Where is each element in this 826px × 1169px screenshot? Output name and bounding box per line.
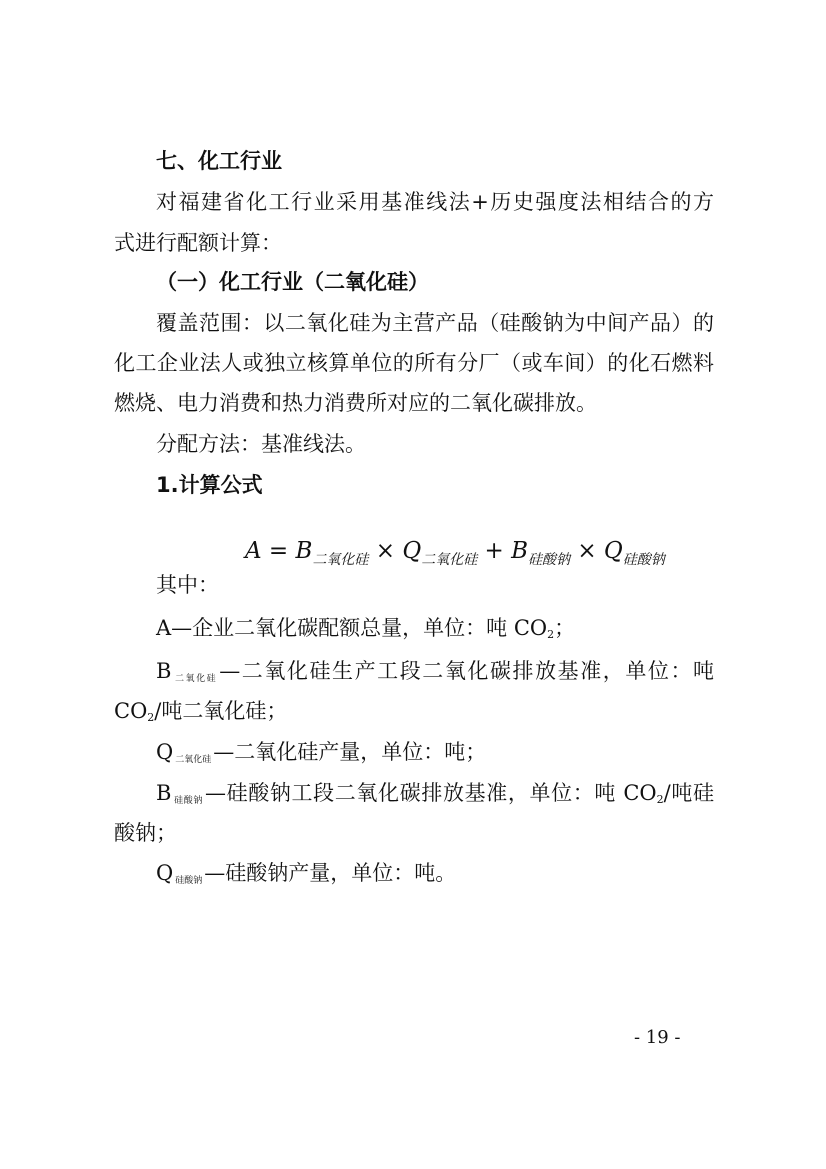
- definition-a-text: A—企业二氧化碳配额总量，单位：吨 CO: [156, 616, 548, 640]
- definition-q-sio2: [156, 738, 714, 771]
- definition-b-sio2-unit: /吨二氧化硅；: [154, 699, 288, 723]
- definition-q-na-sub: 硅酸钠: [175, 876, 203, 886]
- coverage-line-2: 化工企业法人或独立核算单位的所有分厂（或车间）的化石燃料: [114, 351, 714, 375]
- coverage-line-1: 覆盖范围：以二氧化硅为主营产品（硅酸钠为中间产品）的: [156, 311, 714, 335]
- formula-heading: 1.计算公式: [156, 473, 263, 497]
- definition-b-sio2-line-2: [114, 697, 714, 729]
- formula-times-2: ×: [570, 538, 604, 564]
- where-label: 其中：: [156, 573, 219, 597]
- formula-q-na: Q: [603, 538, 623, 564]
- definition-b-sio2-letter: B: [156, 659, 172, 683]
- subsection-title: （一）化工行业（二氧化硅）: [156, 270, 429, 294]
- definition-b-na-sub: 硅酸钠: [173, 796, 203, 806]
- definition-q-na: [156, 859, 714, 892]
- definition-b-sio2: [156, 657, 714, 690]
- intro-line-2: 式进行配额计算：: [114, 231, 282, 255]
- formula-sub-sio2-q: 二氧化硅: [421, 552, 478, 568]
- definition-q-na-letter: Q: [156, 861, 174, 885]
- definition-b-na-letter: B: [156, 781, 172, 805]
- definition-q-sio2-text: —二氧化硅产量，单位：吨；: [213, 740, 487, 764]
- formula-times-1: ×: [368, 538, 403, 564]
- formula-sub-na: 硅酸钠: [528, 552, 571, 568]
- formula-q-sio2: Q: [402, 538, 422, 564]
- formula-plus: +: [477, 538, 512, 564]
- intro-line-1: 对福建省化工行业采用基准线法+历史强度法相结合的方: [156, 190, 714, 214]
- formula-sub-sio2: 二氧化硅: [312, 552, 369, 568]
- section-title: 七、化工行业: [156, 149, 282, 173]
- page-number: - 19 -: [634, 1027, 681, 1048]
- definition-a: [156, 614, 714, 646]
- definition-q-na-text: —硅酸钠产量，单位：吨。: [204, 861, 457, 885]
- co2-subscript: 2: [547, 628, 555, 641]
- definition-a-end: ；: [554, 616, 576, 640]
- formula-b-na: B: [511, 538, 529, 564]
- co2-subscript: 2: [656, 793, 664, 806]
- allocation-formula: [245, 536, 665, 569]
- formula-equals: =: [261, 538, 296, 564]
- definition-q-sio2-letter: Q: [156, 740, 174, 764]
- coverage-line-3: 燃烧、电力消费和热力消费所对应的二氧化碳排放。: [114, 391, 597, 415]
- definition-b-na-text: —硅酸钠工段二氧化碳排放基准，单位：吨 CO: [204, 781, 657, 805]
- definition-b-sio2-co2: CO: [114, 699, 148, 723]
- definition-q-sio2-sub: 二氧化硅: [175, 755, 212, 765]
- formula-b-sio2: B: [295, 538, 313, 564]
- definition-b-na-unit: /吨硅: [663, 781, 714, 805]
- formula-lhs: A: [245, 538, 262, 564]
- definition-b-na-line-2: 酸钠；: [114, 821, 177, 845]
- formula-sub-na-q: 硅酸钠: [622, 552, 665, 568]
- co2-subscript: 2: [147, 711, 155, 724]
- definition-b-na: [156, 779, 714, 812]
- definition-b-sio2-sub: 二氧化硅: [173, 674, 218, 684]
- definition-b-sio2-text: —二氧化硅生产工段二氧化碳排放基准，单位：吨: [219, 659, 714, 683]
- allocation-method: 分配方法：基准线法。: [156, 432, 366, 456]
